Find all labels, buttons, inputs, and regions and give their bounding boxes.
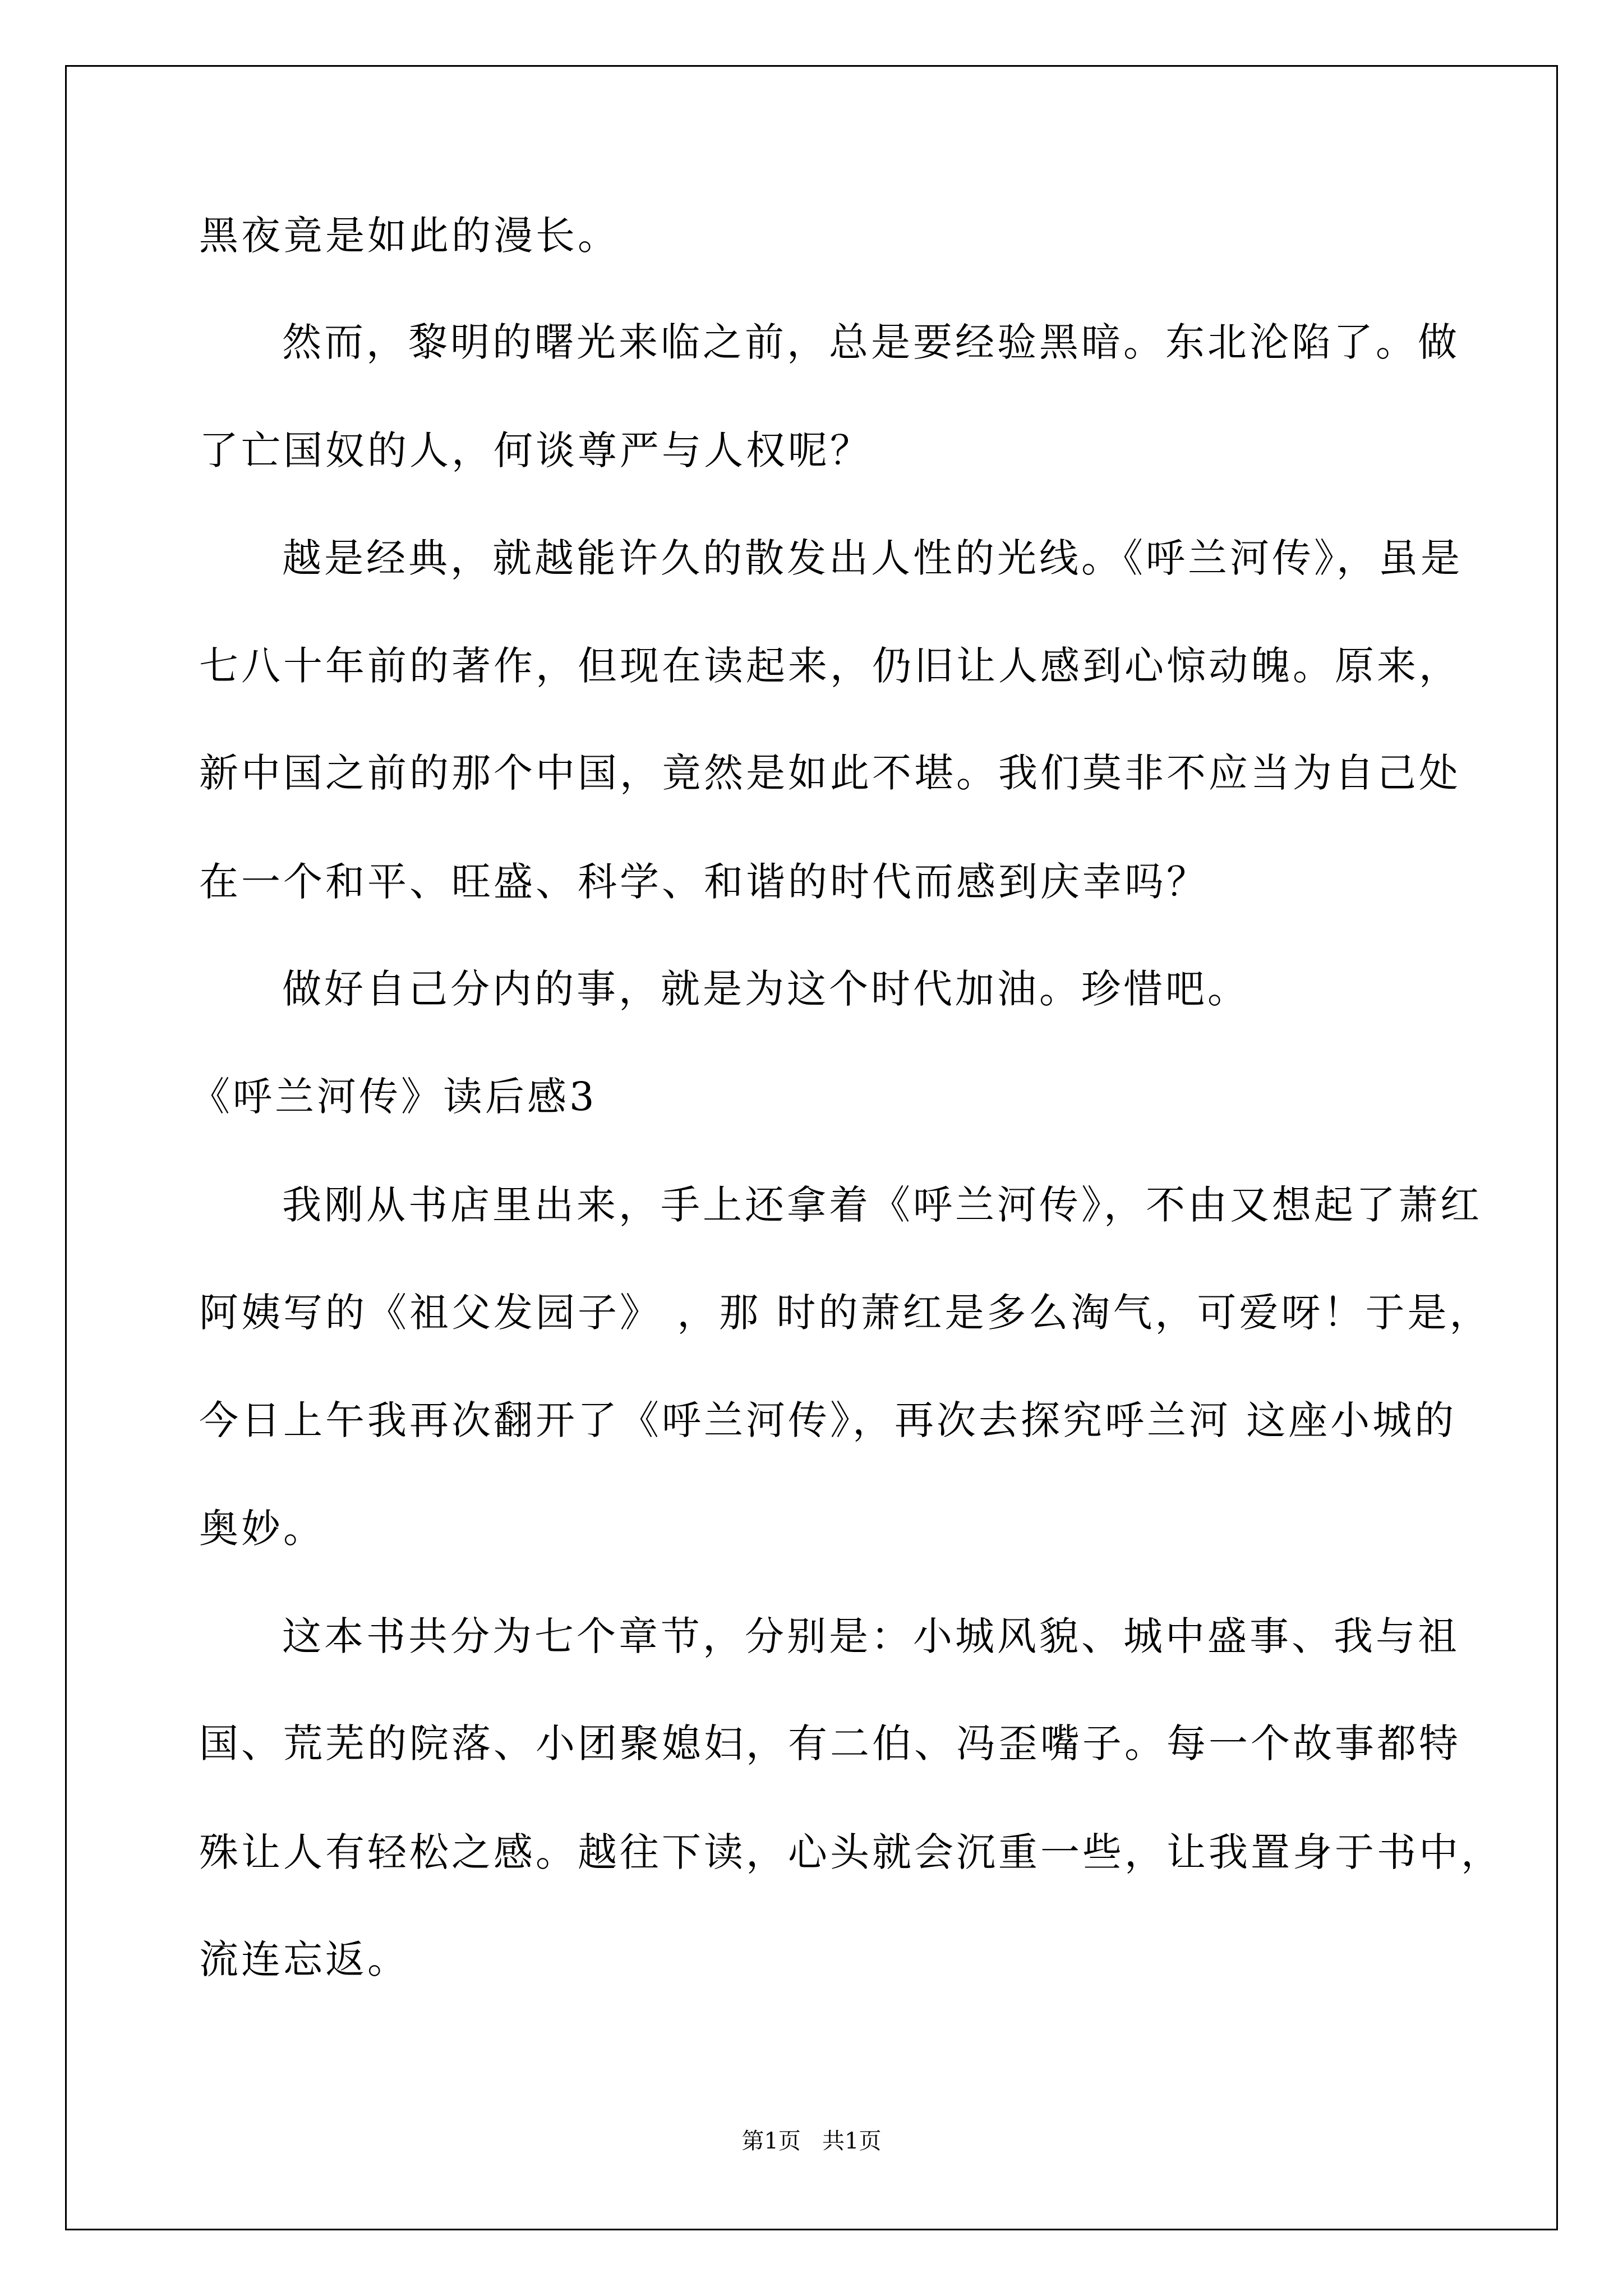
paragraph-line: 然而，黎明的曙光来临之前，总是要经验黑暗。东北沦陷了。做: [282, 319, 1460, 365]
text-line: 黑夜竟是如此的漫长。: [199, 213, 620, 259]
text-line: 在一个和平、旺盛、科学、和谐的时代而感到庆幸吗？: [199, 859, 1209, 905]
paragraph-line: 这本书共分为七个章节，分别是：小城风貌、城中盛事、我与祖: [282, 1613, 1460, 1659]
text-line: 七八十年前的著作，但现在读起来，仍旧让人感到心惊动魄。原来，: [199, 643, 1461, 689]
paragraph-line: 越是经典，就越能许久的散发出人性的光线。《呼兰河传》，虽是: [282, 535, 1463, 581]
text-line: 国、荒芜的院落、小团聚媳妇，有二伯、冯歪嘴子。每一个故事都特: [199, 1720, 1461, 1766]
text-line: 了亡国奴的人，何谈尊严与人权呢？: [199, 427, 872, 473]
text-line: 殊让人有轻松之感。越往下读，心头就会沉重一些，让我置身于书中，: [199, 1829, 1503, 1875]
text-line: 奥妙。: [199, 1506, 325, 1552]
page-border: [65, 65, 1558, 2230]
page-footer: 第1页 共1页: [741, 2128, 882, 2154]
text-line: 新中国之前的那个中国，竟然是如此不堪。我们莫非不应当为自己处: [199, 750, 1461, 796]
paragraph-line: 做好自己分内的事，就是为这个时代加油。珍惜吧。: [282, 966, 1249, 1012]
text-line: 阿姨写的《祖父发园子》 ，那 时的萧红是多么淘气，可爱呀！于是，: [199, 1290, 1492, 1336]
text-line: 流连忘返。: [199, 1936, 409, 1982]
paragraph-line: 我刚从书店里出来，手上还拿着《呼兰河传》，不由又想起了萧红: [282, 1182, 1482, 1228]
section-heading: 《呼兰河传》读后感3: [191, 1074, 597, 1120]
text-line: 今日上午我再次翻开了《呼兰河传》，再次去探究呼兰河 这座小城的: [199, 1397, 1457, 1443]
